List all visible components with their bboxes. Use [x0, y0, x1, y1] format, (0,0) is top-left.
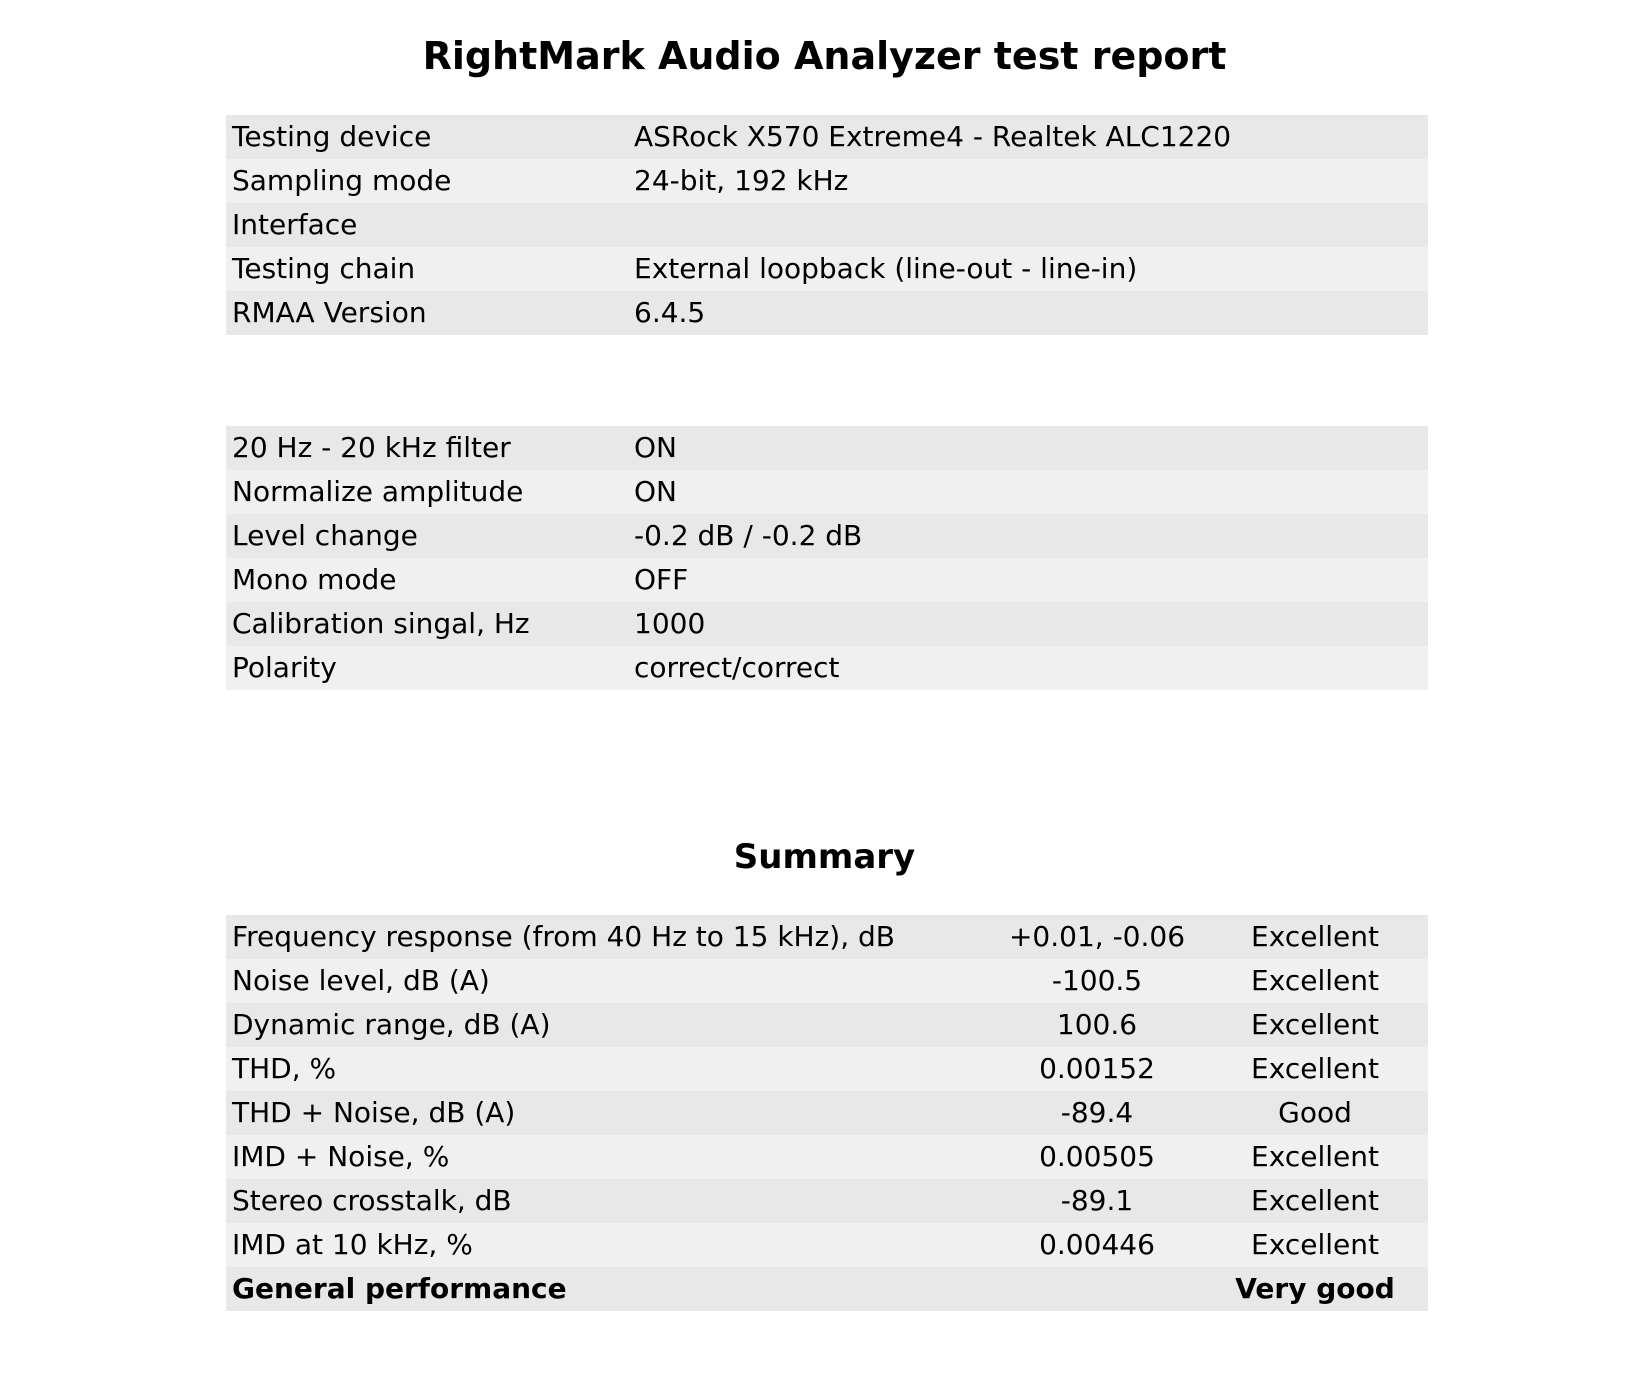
summary-rating: Excellent [1202, 959, 1428, 1003]
summary-value: -100.5 [992, 959, 1202, 1003]
summary-value: 0.00152 [992, 1047, 1202, 1091]
setting-value: -0.2 dB / -0.2 dB [628, 514, 1428, 558]
settings-table [226, 426, 1428, 690]
summary-rating: Good [1202, 1091, 1428, 1135]
summary-label: Frequency response (from 40 Hz to 15 kHz), dB [226, 915, 992, 959]
table-row [226, 1179, 1428, 1223]
device-info-table [226, 115, 1428, 335]
summary-value: -89.4 [992, 1091, 1202, 1135]
setting-label: Normalize amplitude [226, 470, 628, 514]
setting-value: ON [628, 426, 1428, 470]
summary-value: -89.1 [992, 1179, 1202, 1223]
page-title: RightMark Audio Analyzer test report [422, 34, 1227, 78]
info-value [628, 203, 1428, 247]
summary-label: THD, % [226, 1047, 992, 1091]
info-label: RMAA Version [226, 291, 628, 335]
summary-label: Dynamic range, dB (A) [226, 1003, 992, 1047]
setting-label: Calibration singal, Hz [226, 602, 628, 646]
general-performance-value [992, 1267, 1202, 1311]
setting-value: ON [628, 470, 1428, 514]
table-row [226, 959, 1428, 1003]
info-label: Interface [226, 203, 628, 247]
info-label: Testing chain [226, 247, 628, 291]
summary-rating: Excellent [1202, 1135, 1428, 1179]
table-row [226, 1135, 1428, 1179]
summary-value: 100.6 [992, 1003, 1202, 1047]
summary-value: +0.01, -0.06 [992, 915, 1202, 959]
info-value: 6.4.5 [628, 291, 1428, 335]
table-row [226, 1047, 1428, 1091]
table-row [226, 1223, 1428, 1267]
summary-label: IMD at 10 kHz, % [226, 1223, 992, 1267]
table-row [226, 558, 1428, 602]
summary-label: Stereo crosstalk, dB [226, 1179, 992, 1223]
table-row [226, 426, 1428, 470]
info-value: 24-bit, 192 kHz [628, 159, 1428, 203]
summary-value: 0.00505 [992, 1135, 1202, 1179]
table-row [226, 1003, 1428, 1047]
summary-rating: Excellent [1202, 1179, 1428, 1223]
general-performance-rating: Very good [1202, 1267, 1428, 1311]
table-row [226, 514, 1428, 558]
info-value: External loopback (line-out - line-in) [628, 247, 1428, 291]
summary-label: THD + Noise, dB (A) [226, 1091, 992, 1135]
general-performance-row [226, 1267, 1428, 1311]
info-label: Sampling mode [226, 159, 628, 203]
table-row [226, 1091, 1428, 1135]
setting-value: correct/correct [628, 646, 1428, 690]
table-row [226, 602, 1428, 646]
table-row [226, 203, 1428, 247]
general-performance-label: General performance [226, 1267, 992, 1311]
table-row [226, 470, 1428, 514]
summary-rating: Excellent [1202, 1047, 1428, 1091]
summary-rating: Excellent [1202, 1223, 1428, 1267]
summary-value: 0.00446 [992, 1223, 1202, 1267]
setting-label: Level change [226, 514, 628, 558]
table-row [226, 915, 1428, 959]
info-value: ASRock X570 Extreme4 - Realtek ALC1220 [628, 115, 1428, 159]
setting-label: 20 Hz - 20 kHz filter [226, 426, 628, 470]
setting-label: Mono mode [226, 558, 628, 602]
summary-rating: Excellent [1202, 915, 1428, 959]
table-row [226, 291, 1428, 335]
table-row [226, 159, 1428, 203]
table-row [226, 646, 1428, 690]
setting-value: OFF [628, 558, 1428, 602]
table-row [226, 247, 1428, 291]
summary-label: IMD + Noise, % [226, 1135, 992, 1179]
summary-title: Summary [733, 837, 916, 877]
info-label: Testing device [226, 115, 628, 159]
summary-rating: Excellent [1202, 1003, 1428, 1047]
setting-label: Polarity [226, 646, 628, 690]
summary-label: Noise level, dB (A) [226, 959, 992, 1003]
setting-value: 1000 [628, 602, 1428, 646]
table-row [226, 115, 1428, 159]
summary-table [226, 915, 1428, 1311]
